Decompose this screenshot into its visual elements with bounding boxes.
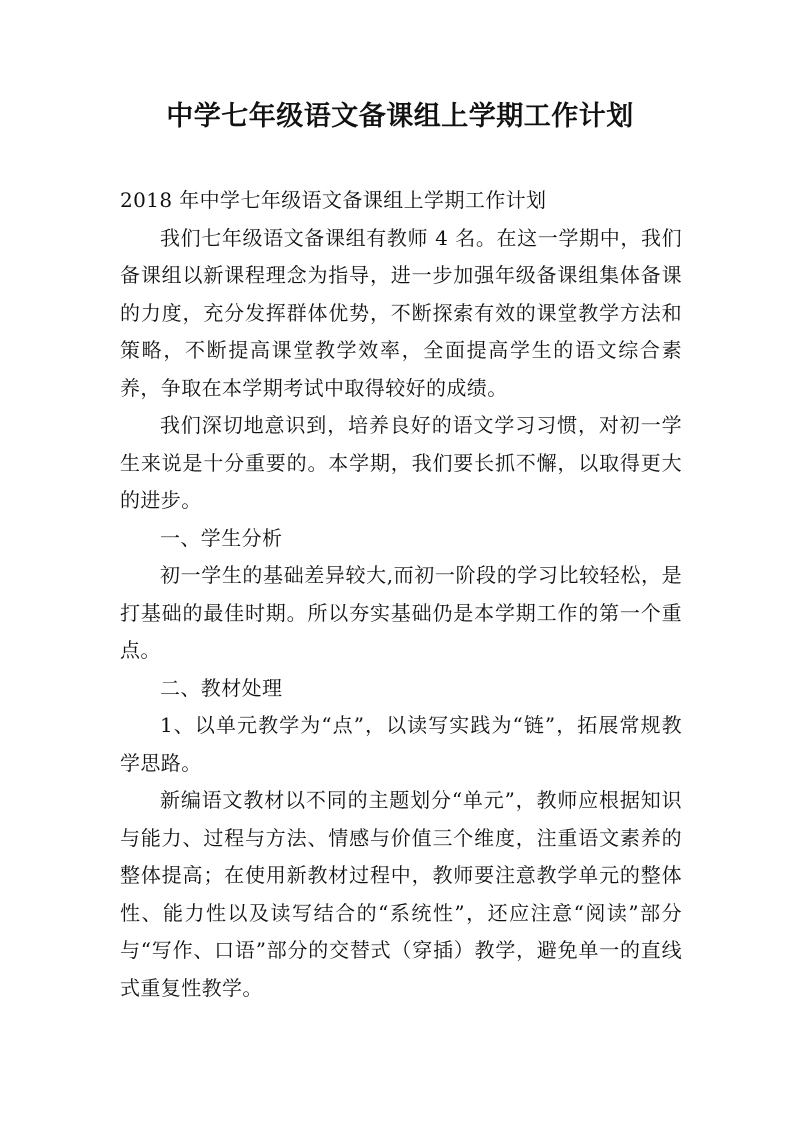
section-heading-textbook: 二、教材处理 <box>160 675 283 700</box>
document-body <box>120 182 682 1007</box>
section-heading-student-analysis: 一、学生分析 <box>160 525 283 550</box>
paragraph-intro: 我们七年级语文备课组有教师 4 名。在这一学期中，我们备课组以新课程理念为指导，进一步加强年级备课组集体备课的力度，充分发挥群体优势，不断探索有效的课堂教学方法和策略，不断提高课堂教学效率，全面提高学生的语文综合素养，争取在本学期考试中取得较好的成绩。 <box>120 225 682 400</box>
paragraph-textbook-point-1: 1、以单元教学为“点”，以读写实践为“链”，拓展常规教学思路。 <box>120 713 682 775</box>
paragraph-habits: 我们深切地意识到，培养良好的语文学习习惯，对初一学生来说是十分重要的。本学期，我们要长抓不懈，以取得更大的进步。 <box>120 413 682 512</box>
document-title: 中学七年级语文备课组上学期工作计划 <box>166 101 634 132</box>
subtitle-line: 2018 年中学七年级语文备课组上学期工作计划 <box>120 188 547 212</box>
paragraph-textbook-detail: 新编语文教材以不同的主题划分“单元”，教师应根据知识与能力、过程与方法、情感与价值三个维度，注重语文素养的整体提高；在使用新教材过程中，教师要注意教学单元的整体性、能力性以及读写结合的“系统性”，还应注意“阅读”部分与“写作、口语”部分的交替式（穿插）教学，避免单一的直线式重复性教学。 <box>120 788 682 1000</box>
paragraph-student-analysis: 初一学生的基础差异较大,而初一阶段的学习比较轻松，是打基础的最佳时期。所以夯实基础仍是本学期工作的第一个重点。 <box>120 563 682 662</box>
